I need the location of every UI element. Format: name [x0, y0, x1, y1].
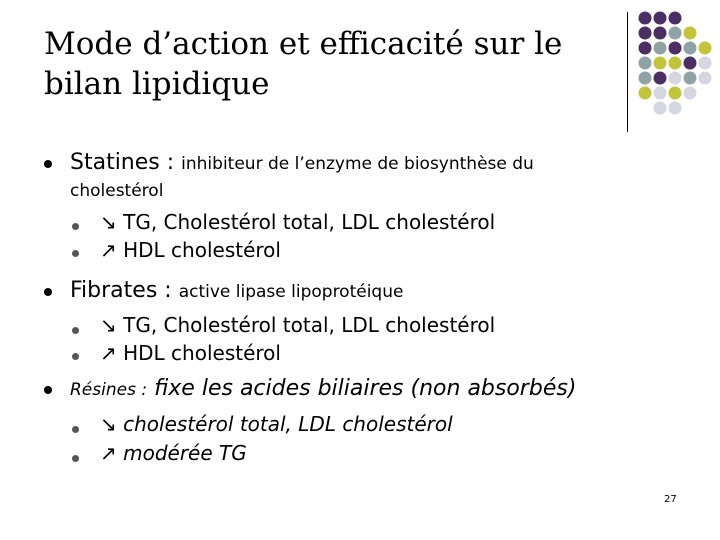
page-number: 27 [664, 494, 677, 505]
decorative-dot [669, 27, 682, 40]
decorative-dot [654, 87, 667, 100]
decorative-dot [669, 72, 682, 85]
decorative-dot [699, 42, 712, 55]
decorative-dot [639, 87, 652, 100]
resines-description: fixe les acides biliaires (non absorbés) [154, 376, 577, 401]
decorative-dot [654, 27, 667, 40]
decorative-dot [639, 42, 652, 55]
decorative-dot [669, 42, 682, 55]
statines-description-line2: cholestérol [70, 181, 164, 201]
decorative-dot [669, 57, 682, 70]
resines-label: Résines : [70, 380, 148, 400]
decorative-dot [684, 57, 697, 70]
decorative-dot [699, 57, 712, 70]
decorative-dot [669, 87, 682, 100]
decorative-dot [639, 57, 652, 70]
statines-item: ↗ HDL cholestérol [100, 238, 281, 262]
statines-description: inhibiteur de l’enzyme de biosynthèse du [181, 154, 534, 174]
decorative-dot [684, 72, 697, 85]
fibrates-item: ↘ TG, Cholestérol total, LDL cholestérol [100, 313, 496, 337]
decorative-dot [684, 87, 697, 100]
decorative-dot [699, 72, 712, 85]
decorative-dot [654, 72, 667, 85]
sub-bullet-icon [72, 250, 79, 257]
sub-bullet-icon [72, 455, 79, 462]
bullet-icon [44, 386, 52, 394]
statines-description-cont [70, 177, 163, 202]
decorative-divider [627, 12, 628, 132]
decorative-dot [639, 27, 652, 40]
resines-heading [70, 376, 576, 401]
sub-bullet-icon [72, 327, 79, 334]
decorative-dot-grid [637, 10, 717, 120]
statines-heading [70, 150, 534, 175]
decorative-dot [684, 42, 697, 55]
statines-label: Statines : [70, 150, 175, 175]
decorative-dot [654, 57, 667, 70]
resines-item: ↗ modérée TG [100, 441, 247, 465]
decorative-dot [684, 27, 697, 40]
statines-item: ↘ TG, Cholestérol total, LDL cholestérol [100, 210, 496, 234]
slide-title: Mode d’action et efficacité sur le bilan lipidique [44, 26, 563, 102]
decorative-dot [654, 12, 667, 25]
decorative-dot [654, 42, 667, 55]
decorative-dot [639, 72, 652, 85]
fibrates-label: Fibrates : [70, 278, 172, 303]
decorative-dot [639, 12, 652, 25]
decorative-dot [654, 102, 667, 115]
fibrates-item: ↗ HDL cholestérol [100, 341, 281, 365]
decorative-dot [669, 102, 682, 115]
fibrates-description: active lipase lipoprotéique [178, 282, 404, 302]
resines-item: ↘ cholestérol total, LDL cholestérol [100, 412, 453, 436]
bullet-icon [44, 288, 52, 296]
sub-bullet-icon [72, 426, 79, 433]
bullet-icon [44, 160, 52, 168]
decorative-dot [669, 12, 682, 25]
fibrates-heading [70, 278, 403, 303]
sub-bullet-icon [72, 353, 79, 360]
sub-bullet-icon [72, 223, 79, 230]
